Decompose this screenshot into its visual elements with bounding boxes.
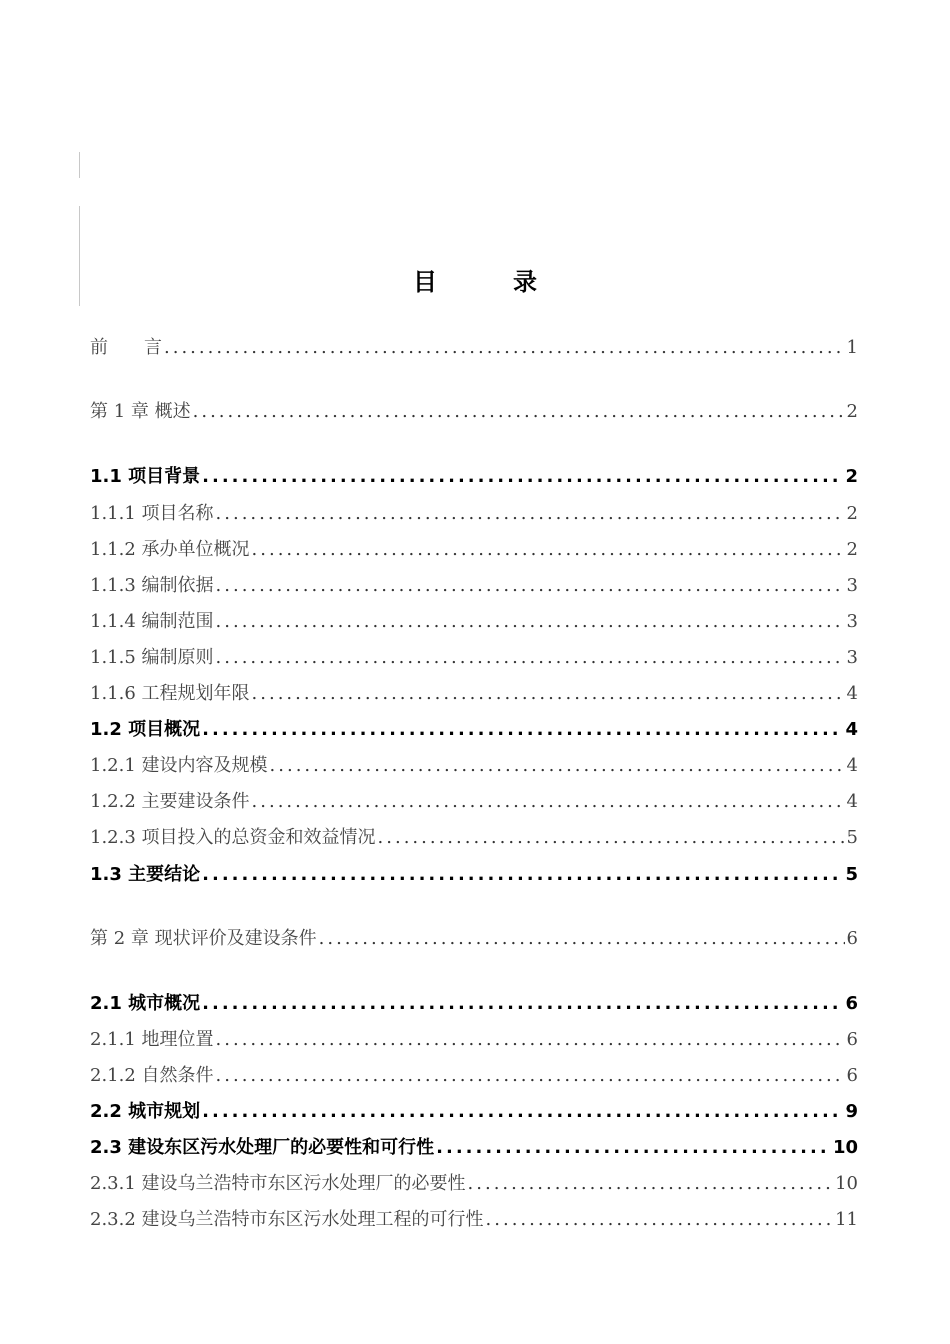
toc-entry[interactable] — [90, 536, 858, 562]
toc-entry[interactable] — [90, 463, 858, 489]
toc-entry-label: 第 1 章 概述 — [90, 401, 191, 422]
toc-entry-page: 2 — [846, 539, 858, 560]
toc-entry-page: 10 — [835, 1173, 858, 1194]
toc-entry[interactable] — [90, 752, 858, 778]
toc-leader-dots — [202, 863, 843, 887]
toc-leader-dots — [216, 502, 845, 526]
toc-entry-label: 1.2 项目概况 — [90, 719, 201, 740]
toc-leader-dots — [202, 718, 843, 742]
toc-entry-label: 1.1.6 工程规划年限 — [90, 683, 250, 704]
toc-entry-label: 前 言 — [90, 337, 162, 358]
toc-leader-dots — [202, 1100, 843, 1124]
toc-entry[interactable] — [90, 608, 858, 634]
toc-entry-page: 4 — [846, 755, 858, 776]
toc-entry-label: 1.1.1 项目名称 — [90, 503, 214, 524]
toc-entry-page: 10 — [832, 1137, 858, 1158]
toc-leader-dots — [216, 610, 845, 634]
toc-entry-page: 1 — [846, 337, 858, 358]
toc-leader-dots — [270, 754, 845, 778]
toc-entry[interactable] — [90, 1206, 858, 1232]
toc-leader-dots — [164, 336, 845, 360]
toc-entry-page: 6 — [846, 1029, 858, 1050]
toc-entry-page: 3 — [846, 611, 858, 632]
toc-entry[interactable] — [90, 572, 858, 598]
toc-entry-label: 1.1 项目背景 — [90, 466, 201, 487]
toc-entry-label: 第 2 章 现状评价及建设条件 — [90, 928, 317, 949]
toc-leader-dots — [216, 574, 845, 598]
toc-leader-dots — [319, 927, 845, 951]
toc-entry-label: 1.2.1 建设内容及规模 — [90, 755, 268, 776]
toc-entry-page: 3 — [846, 647, 858, 668]
toc-entry-label: 1.2.2 主要建设条件 — [90, 791, 250, 812]
toc-leader-dots — [252, 538, 845, 562]
toc-entry-label: 2.1.1 地理位置 — [90, 1029, 214, 1050]
toc-entry[interactable] — [90, 1098, 858, 1124]
margin-line-top — [79, 152, 80, 178]
toc-entry-label: 2.3.1 建设乌兰浩特市东区污水处理厂的必要性 — [90, 1173, 466, 1194]
toc-entry-page: 4 — [846, 791, 858, 812]
toc-entry-page: 6 — [845, 993, 858, 1014]
toc-entry-page: 6 — [846, 928, 858, 949]
toc-entry[interactable] — [90, 861, 858, 887]
toc-entry-label: 2.3 建设东区污水处理厂的必要性和可行性 — [90, 1137, 435, 1158]
toc-entry[interactable] — [90, 1062, 858, 1088]
toc-leader-dots — [252, 790, 845, 814]
toc-entry[interactable] — [90, 716, 858, 742]
toc-entry-label: 2.2 城市规划 — [90, 1101, 201, 1122]
toc-entry-page: 2 — [845, 466, 858, 487]
toc-entry-label: 1.2.3 项目投入的总资金和效益情况 — [90, 827, 376, 848]
toc-entry-page: 3 — [846, 575, 858, 596]
toc-entry[interactable] — [90, 990, 858, 1016]
toc-entry[interactable] — [90, 1170, 858, 1196]
toc-entry[interactable] — [90, 398, 858, 424]
toc-leader-dots — [486, 1208, 834, 1232]
toc-leader-dots — [216, 646, 845, 670]
toc-entry-page: 5 — [846, 827, 858, 848]
toc-entry-label: 1.1.3 编制依据 — [90, 575, 214, 596]
toc-leader-dots — [193, 400, 845, 424]
toc-entry-label: 2.1.2 自然条件 — [90, 1065, 214, 1086]
toc-title: 目 录 — [413, 268, 563, 296]
toc-entry[interactable] — [90, 925, 858, 951]
toc-entry-page: 9 — [845, 1101, 858, 1122]
toc-entry[interactable] — [90, 1134, 858, 1160]
toc-entry[interactable] — [90, 500, 858, 526]
toc-leader-dots — [202, 992, 843, 1016]
toc-entry-label: 1.1.2 承办单位概况 — [90, 539, 250, 560]
toc-entry[interactable] — [90, 824, 858, 850]
toc-leader-dots — [216, 1064, 845, 1088]
toc-entry-label: 1.3 主要结论 — [90, 864, 201, 885]
toc-leader-dots — [252, 682, 845, 706]
toc-leader-dots — [216, 1028, 845, 1052]
toc-leader-dots — [378, 826, 845, 850]
toc-leader-dots — [436, 1136, 831, 1160]
toc-entry-label: 2.1 城市概况 — [90, 993, 201, 1014]
toc-entry-page: 6 — [846, 1065, 858, 1086]
toc-entry-page: 11 — [835, 1209, 858, 1230]
toc-entry[interactable] — [90, 334, 858, 360]
toc-entry-page: 4 — [846, 683, 858, 704]
toc-entry-page: 2 — [846, 401, 858, 422]
toc-entry-page: 4 — [845, 719, 858, 740]
toc-leader-dots — [468, 1172, 834, 1196]
toc-entry-page: 5 — [845, 864, 858, 885]
toc-entry[interactable] — [90, 1026, 858, 1052]
toc-entry[interactable] — [90, 644, 858, 670]
toc-entry-label: 1.1.5 编制原则 — [90, 647, 214, 668]
toc-leader-dots — [202, 465, 843, 489]
toc-entry[interactable] — [90, 788, 858, 814]
toc-entry-label: 1.1.4 编制范围 — [90, 611, 214, 632]
toc-entry[interactable] — [90, 680, 858, 706]
toc-entry-page: 2 — [846, 503, 858, 524]
toc-entry-label: 2.3.2 建设乌兰浩特市东区污水处理工程的可行性 — [90, 1209, 484, 1230]
